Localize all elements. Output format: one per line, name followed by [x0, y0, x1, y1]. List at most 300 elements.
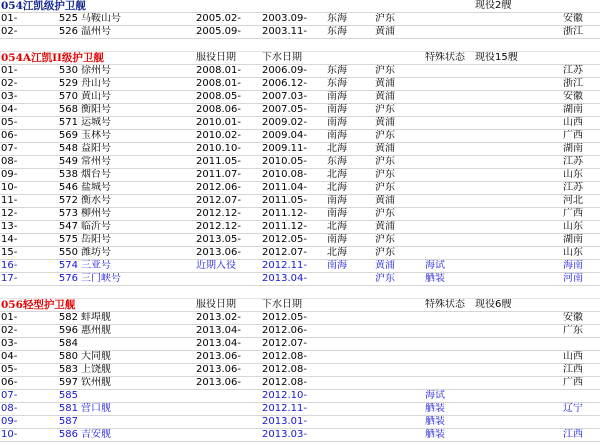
ship-name[interactable]: 三门峡号	[81, 273, 121, 284]
hull-number[interactable]: 586	[58, 429, 78, 440]
ship-name[interactable]: 舟山号	[81, 78, 111, 89]
commission-date[interactable]	[196, 403, 258, 415]
fleet[interactable]	[327, 403, 371, 415]
fleet[interactable]: 东海	[327, 13, 347, 24]
hull-number[interactable]: 529	[58, 78, 78, 89]
launch-date[interactable]: 2011.12-	[262, 208, 307, 219]
province[interactable]: 江苏	[563, 156, 583, 167]
fleet[interactable]: 北海	[327, 143, 347, 154]
fleet[interactable]: 北海	[327, 221, 347, 232]
hull-number[interactable]: 549	[58, 156, 78, 167]
special-status[interactable]: 舾装	[425, 416, 445, 427]
row-index[interactable]: 17-	[1, 273, 18, 284]
hull-number[interactable]: 574	[58, 260, 78, 271]
launch-date[interactable]: 2006.12-	[262, 78, 307, 89]
commission-date[interactable]: 2012.12-	[196, 208, 241, 219]
launch-date[interactable]: 2010.05-	[262, 156, 307, 167]
ship-name[interactable]: 临沂号	[81, 221, 111, 232]
active-count[interactable]: 现役6艘	[475, 299, 512, 310]
commission-date[interactable]: 2010.02-	[196, 130, 241, 141]
fleet[interactable]: 东海	[327, 78, 347, 89]
commission-date[interactable]: 2013.06-	[196, 351, 241, 362]
hull-number[interactable]: 546	[58, 182, 78, 193]
blank-row	[0, 39, 600, 52]
special-status[interactable]	[425, 65, 473, 77]
special-status[interactable]	[425, 247, 473, 259]
row-index[interactable]: 03-	[1, 91, 18, 102]
ship-row	[0, 260, 600, 273]
special-status[interactable]	[425, 117, 473, 129]
ship-row	[0, 26, 600, 39]
commission-date[interactable]: 2008.05-	[196, 91, 241, 102]
shipyard[interactable]: 黄浦	[375, 26, 395, 37]
province[interactable]	[563, 390, 600, 402]
shipyard[interactable]: 沪东	[375, 208, 395, 219]
fleet[interactable]	[327, 325, 371, 337]
province[interactable]	[563, 416, 600, 428]
fleet[interactable]: 南海	[327, 208, 347, 219]
ship-row	[0, 65, 600, 78]
province[interactable]: 河北	[563, 195, 583, 206]
hull-number[interactable]: 596	[58, 325, 78, 336]
fleet[interactable]	[327, 273, 371, 285]
shipyard[interactable]: 黄浦	[375, 260, 395, 271]
row-index[interactable]: 03-	[1, 338, 18, 349]
row-index[interactable]: 01-	[1, 312, 18, 323]
ship-row	[0, 182, 600, 195]
row-index[interactable]: 04-	[1, 351, 18, 362]
province[interactable]: 广西	[563, 377, 583, 388]
fleet[interactable]: 南海	[327, 130, 347, 141]
commission-date[interactable]	[196, 429, 258, 441]
hull-number[interactable]: 582	[58, 312, 78, 323]
launch-date[interactable]: 2012.10-	[262, 390, 307, 401]
province[interactable]: 浙江	[563, 78, 583, 89]
hull-number[interactable]: 597	[58, 377, 78, 388]
launch-date[interactable]: 2012.11-	[262, 403, 307, 414]
section-header-row	[0, 299, 600, 312]
shipyard[interactable]: 沪东	[375, 156, 395, 167]
hull-number[interactable]: 576	[58, 273, 78, 284]
launch-date[interactable]: 2012.05-	[262, 312, 307, 323]
commission-date[interactable]: 2013.04-	[196, 325, 241, 336]
ship-name[interactable]	[81, 390, 191, 402]
shipyard[interactable]	[375, 416, 423, 428]
special-status[interactable]	[425, 377, 473, 389]
section-title[interactable]: 056轻型护卫舰	[1, 299, 76, 311]
ship-name[interactable]: 玉林号	[81, 130, 111, 141]
province[interactable]: 湖南	[563, 143, 583, 154]
launch-date[interactable]: 2007.05-	[262, 104, 307, 115]
ship-name[interactable]: 钦州舰	[81, 377, 111, 388]
launch-date[interactable]: 2009.04-	[262, 130, 307, 141]
commission-date[interactable]: 2010.01-	[196, 117, 241, 128]
ship-name[interactable]: 运城号	[81, 117, 111, 128]
row-index[interactable]: 05-	[1, 364, 18, 375]
ship-row	[0, 117, 600, 130]
row-index[interactable]: 12-	[1, 208, 18, 219]
launch-date[interactable]: 2012.07-	[262, 338, 307, 349]
province[interactable]: 山西	[563, 351, 583, 362]
ship-name[interactable]: 衡水号	[81, 195, 111, 206]
commission-date[interactable]: 2008.06-	[196, 104, 241, 115]
shipyard[interactable]: 沪东	[375, 13, 395, 24]
province[interactable]: 山西	[563, 117, 583, 128]
row-index[interactable]: 01-	[1, 65, 18, 76]
row-index[interactable]: 07-	[1, 390, 18, 401]
fleet[interactable]	[327, 338, 371, 350]
ship-row	[0, 234, 600, 247]
fleet[interactable]: 南海	[327, 234, 347, 245]
launch-date[interactable]: 2013.03-	[262, 429, 307, 440]
fleet[interactable]	[327, 390, 371, 402]
fleet[interactable]	[327, 377, 371, 389]
commission-date[interactable]: 2013.06-	[196, 247, 241, 258]
ship-row	[0, 247, 600, 260]
hull-number[interactable]: 571	[58, 117, 78, 128]
hull-number[interactable]: 530	[58, 65, 78, 76]
shipyard[interactable]: 沪东	[375, 169, 395, 180]
commission-date[interactable]: 2013.05-	[196, 234, 241, 245]
shipyard[interactable]	[375, 364, 423, 376]
ship-name[interactable]: 三亚号	[81, 260, 111, 271]
ship-name[interactable]	[81, 338, 191, 350]
ship-row	[0, 377, 600, 390]
row-index[interactable]: 02-	[1, 26, 18, 37]
province[interactable]: 湖南	[563, 234, 583, 245]
active-count[interactable]: 现役15艘	[475, 52, 518, 63]
province[interactable]: 辽宁	[563, 403, 583, 414]
section-title[interactable]: 054江凯级护卫舰	[1, 0, 86, 12]
ship-name[interactable]: 马鞍山号	[81, 13, 121, 24]
fleet[interactable]: 南海	[327, 104, 347, 115]
section-header-row	[0, 0, 600, 13]
ship-row	[0, 403, 600, 416]
province[interactable]	[563, 338, 600, 350]
hull-number[interactable]: 570	[58, 91, 78, 102]
row-index[interactable]: 15-	[1, 247, 18, 258]
special-status[interactable]	[425, 143, 473, 155]
row-index[interactable]: 11-	[1, 195, 18, 206]
ship-name[interactable]: 潍坊号	[81, 247, 111, 258]
hull-number[interactable]: 580	[58, 351, 78, 362]
header-launch-date[interactable]: 下水日期	[262, 299, 302, 310]
hull-number[interactable]: 569	[58, 130, 78, 141]
row-index[interactable]: 01-	[1, 13, 18, 24]
commission-date[interactable]	[196, 390, 258, 402]
province[interactable]: 广西	[563, 208, 583, 219]
row-index[interactable]: 13-	[1, 221, 18, 232]
commission-date[interactable]: 2012.06-	[196, 182, 241, 193]
shipyard[interactable]: 沪东	[375, 65, 395, 76]
launch-date[interactable]: 2011.05-	[262, 195, 307, 206]
hull-number[interactable]: 550	[58, 247, 78, 258]
launch-date[interactable]: 2003.09-	[262, 13, 307, 24]
fleet[interactable]	[327, 312, 371, 324]
commission-date[interactable]: 2013.06-	[196, 377, 241, 388]
shipyard[interactable]	[375, 351, 423, 363]
special-status[interactable]	[425, 234, 473, 246]
fleet[interactable]: 东海	[327, 156, 347, 167]
fleet[interactable]: 北海	[327, 182, 347, 193]
header-special-status[interactable]: 特殊状态	[425, 52, 465, 63]
shipyard[interactable]: 沪东	[375, 234, 395, 245]
province[interactable]: 江苏	[563, 182, 583, 193]
row-index[interactable]: 14-	[1, 234, 18, 245]
header-launch-date[interactable]: 下水日期	[262, 52, 302, 63]
header-special-status[interactable]: 特殊状态	[425, 299, 465, 310]
launch-date[interactable]: 2012.06-	[262, 325, 307, 336]
launch-date[interactable]: 2012.08-	[262, 377, 307, 388]
launch-date[interactable]: 2013.01-	[262, 416, 307, 427]
hull-number[interactable]: 587	[58, 416, 78, 427]
hull-number[interactable]: 538	[58, 169, 78, 180]
row-index[interactable]: 02-	[1, 78, 18, 89]
shipyard[interactable]: 黄浦	[375, 195, 395, 206]
fleet[interactable]: 南海	[327, 195, 347, 206]
launch-date[interactable]: 2007.03-	[262, 91, 307, 102]
province[interactable]: 江西	[563, 429, 583, 440]
fleet[interactable]	[327, 364, 371, 376]
special-status[interactable]	[425, 26, 473, 38]
special-status[interactable]	[425, 338, 473, 350]
special-status[interactable]	[425, 130, 473, 142]
commission-date[interactable]: 2011.05-	[196, 156, 241, 167]
ship-name[interactable]: 黄山号	[81, 91, 111, 102]
province[interactable]: 山东	[563, 247, 583, 258]
commission-date[interactable]: 2012.07-	[196, 195, 241, 206]
ship-name[interactable]: 吉安舰	[81, 429, 111, 440]
special-status[interactable]: 舾装	[425, 429, 445, 440]
special-status[interactable]	[425, 351, 473, 363]
hull-number[interactable]: 548	[58, 143, 78, 154]
province[interactable]: 河南	[563, 273, 583, 284]
fleet[interactable]	[327, 351, 371, 363]
shipyard[interactable]: 黄浦	[375, 221, 395, 232]
fleet[interactable]: 南海	[327, 117, 347, 128]
launch-date[interactable]: 2012.08-	[262, 351, 307, 362]
launch-date[interactable]: 2003.11-	[262, 26, 307, 37]
fleet[interactable]: 东海	[327, 65, 347, 76]
shipyard[interactable]: 黄浦	[375, 117, 395, 128]
ship-name[interactable]: 蚌埠舰	[81, 312, 111, 323]
launch-date[interactable]: 2012.05-	[262, 234, 307, 245]
shipyard[interactable]	[375, 429, 423, 441]
ship-name[interactable]: 烟台号	[81, 169, 111, 180]
shipyard[interactable]: 沪东	[375, 273, 395, 284]
active-count[interactable]: 现役2艘	[475, 0, 512, 11]
fleet[interactable]	[327, 416, 371, 428]
commission-date[interactable]: 近期入役	[196, 260, 236, 271]
ship-name[interactable]: 盐城号	[81, 182, 111, 193]
ship-name[interactable]: 衡阳号	[81, 104, 111, 115]
row-index[interactable]: 09-	[1, 416, 18, 427]
launch-date[interactable]: 2012.07-	[262, 247, 307, 258]
row-index[interactable]: 09-	[1, 169, 18, 180]
province[interactable]: 海南	[563, 260, 583, 271]
ship-row	[0, 390, 600, 403]
fleet[interactable]: 北海	[327, 247, 347, 258]
special-status[interactable]: 舾装	[425, 403, 445, 414]
hull-number[interactable]: 573	[58, 208, 78, 219]
ship-name[interactable]: 上饶舰	[81, 364, 111, 375]
fleet[interactable]: 南海	[327, 91, 347, 102]
ship-name[interactable]: 徐州号	[81, 65, 111, 76]
launch-date[interactable]: 2011.04-	[262, 182, 307, 193]
row-index[interactable]: 10-	[1, 182, 18, 193]
ship-row	[0, 13, 600, 26]
ship-row	[0, 195, 600, 208]
special-status[interactable]	[425, 91, 473, 103]
hull-number[interactable]: 547	[58, 221, 78, 232]
launch-date[interactable]: 2012.08-	[262, 364, 307, 375]
province[interactable]: 山东	[563, 169, 583, 180]
special-status[interactable]	[425, 156, 473, 168]
special-status[interactable]	[425, 208, 473, 220]
shipyard[interactable]	[375, 403, 423, 415]
fleet[interactable]: 东海	[327, 26, 347, 37]
province[interactable]: 广西	[563, 130, 583, 141]
ship-row	[0, 91, 600, 104]
hull-number[interactable]: 525	[58, 13, 78, 24]
ship-name[interactable]: 大同舰	[81, 351, 111, 362]
row-index[interactable]: 10-	[1, 429, 18, 440]
launch-date[interactable]: 2009.02-	[262, 117, 307, 128]
shipyard[interactable]	[375, 312, 423, 324]
ship-row	[0, 130, 600, 143]
hull-number[interactable]: 583	[58, 364, 78, 375]
row-index[interactable]: 08-	[1, 156, 18, 167]
shipyard[interactable]: 沪东	[375, 182, 395, 193]
commission-date[interactable]: 2013.06-	[196, 364, 241, 375]
launch-date[interactable]: 2012.11-	[262, 260, 307, 271]
province[interactable]: 湖南	[563, 104, 583, 115]
launch-date[interactable]: 2006.09-	[262, 65, 307, 76]
commission-date[interactable]	[196, 273, 258, 285]
special-status[interactable]	[425, 169, 473, 181]
row-index[interactable]: 06-	[1, 377, 18, 388]
hull-number[interactable]: 584	[58, 338, 78, 349]
commission-date[interactable]: 2013.04-	[196, 338, 241, 349]
province[interactable]: 江苏	[563, 65, 583, 76]
province[interactable]: 广东	[563, 325, 583, 336]
fleet[interactable]	[327, 429, 371, 441]
row-index[interactable]: 16-	[1, 260, 18, 271]
special-status[interactable]: 舾装	[425, 273, 445, 284]
launch-date[interactable]: 2010.08-	[262, 169, 307, 180]
commission-date[interactable]: 2008.01-	[196, 78, 241, 89]
header-commission-date[interactable]: 服役日期	[196, 52, 236, 63]
hull-number[interactable]: 568	[58, 104, 78, 115]
ship-name[interactable]: 岳阳号	[81, 234, 111, 245]
province[interactable]: 安徽	[563, 13, 583, 24]
shipyard[interactable]: 黄浦	[375, 78, 395, 89]
hull-number[interactable]: 575	[58, 234, 78, 245]
special-status[interactable]	[425, 13, 473, 25]
shipyard[interactable]: 沪东	[375, 104, 395, 115]
fleet[interactable]: 北海	[327, 169, 347, 180]
ship-name[interactable]: 惠州舰	[81, 325, 111, 336]
ship-name[interactable]	[81, 416, 191, 428]
special-status[interactable]: 海试	[425, 260, 445, 271]
commission-date[interactable]	[196, 416, 258, 428]
launch-date[interactable]: 2011.12-	[262, 221, 307, 232]
commission-date[interactable]: 2011.07-	[196, 169, 241, 180]
commission-date[interactable]: 2013.02-	[196, 312, 241, 323]
ship-row	[0, 325, 600, 338]
ship-row	[0, 312, 600, 325]
hull-number[interactable]: 585	[58, 390, 78, 401]
launch-date[interactable]: 2013.04-	[262, 273, 307, 284]
ship-name[interactable]: 柳州号	[81, 208, 111, 219]
ship-row	[0, 429, 600, 442]
ship-row	[0, 104, 600, 117]
ship-name[interactable]: 常州号	[81, 156, 111, 167]
row-index[interactable]: 04-	[1, 104, 18, 115]
ship-row	[0, 143, 600, 156]
special-status[interactable]	[425, 312, 473, 324]
shipyard[interactable]	[375, 338, 423, 350]
fleet[interactable]: 南海	[327, 260, 347, 271]
special-status[interactable]	[425, 104, 473, 116]
hull-number[interactable]: 581	[58, 403, 78, 414]
province[interactable]: 安徽	[563, 91, 583, 102]
hull-number[interactable]: 526	[58, 26, 78, 37]
ship-name[interactable]: 温州号	[81, 26, 111, 37]
header-commission-date[interactable]: 服役日期	[196, 299, 236, 310]
special-status[interactable]: 海试	[425, 390, 445, 401]
row-index[interactable]: 07-	[1, 143, 18, 154]
province[interactable]: 浙江	[563, 26, 583, 37]
special-status[interactable]	[425, 221, 473, 233]
special-status[interactable]	[425, 78, 473, 90]
province[interactable]: 山东	[563, 221, 583, 232]
shipyard[interactable]: 黄浦	[375, 143, 395, 154]
province[interactable]: 江西	[563, 364, 583, 375]
ship-name[interactable]: 营口舰	[81, 403, 111, 414]
row-index[interactable]: 02-	[1, 325, 18, 336]
shipyard[interactable]	[375, 325, 423, 337]
special-status[interactable]	[425, 182, 473, 194]
special-status[interactable]	[425, 325, 473, 337]
province[interactable]: 安徽	[563, 312, 583, 323]
commission-date[interactable]: 2012.12-	[196, 221, 241, 232]
ship-row	[0, 78, 600, 91]
row-index[interactable]: 08-	[1, 403, 18, 414]
ship-row	[0, 169, 600, 182]
ship-name[interactable]: 益阳号	[81, 143, 111, 154]
ship-row	[0, 273, 600, 286]
section-title[interactable]: 054A江凯II级护卫舰	[1, 52, 104, 64]
row-index[interactable]: 05-	[1, 117, 18, 128]
commission-date[interactable]: 2005.02-	[196, 13, 241, 24]
special-status[interactable]	[425, 364, 473, 376]
shipyard[interactable]: 沪东	[375, 130, 395, 141]
commission-date[interactable]: 2010.10-	[196, 143, 241, 154]
shipyard[interactable]: 沪东	[375, 247, 395, 258]
commission-date[interactable]: 2005.09-	[196, 26, 241, 37]
shipyard[interactable]: 黄浦	[375, 91, 395, 102]
blank-row	[0, 286, 600, 299]
ship-row	[0, 156, 600, 169]
launch-date[interactable]: 2009.11-	[262, 143, 307, 154]
special-status[interactable]	[425, 195, 473, 207]
commission-date[interactable]: 2008.01-	[196, 65, 241, 76]
row-index[interactable]: 06-	[1, 130, 18, 141]
hull-number[interactable]: 572	[58, 195, 78, 206]
shipyard[interactable]	[375, 377, 423, 389]
shipyard[interactable]	[375, 390, 423, 402]
